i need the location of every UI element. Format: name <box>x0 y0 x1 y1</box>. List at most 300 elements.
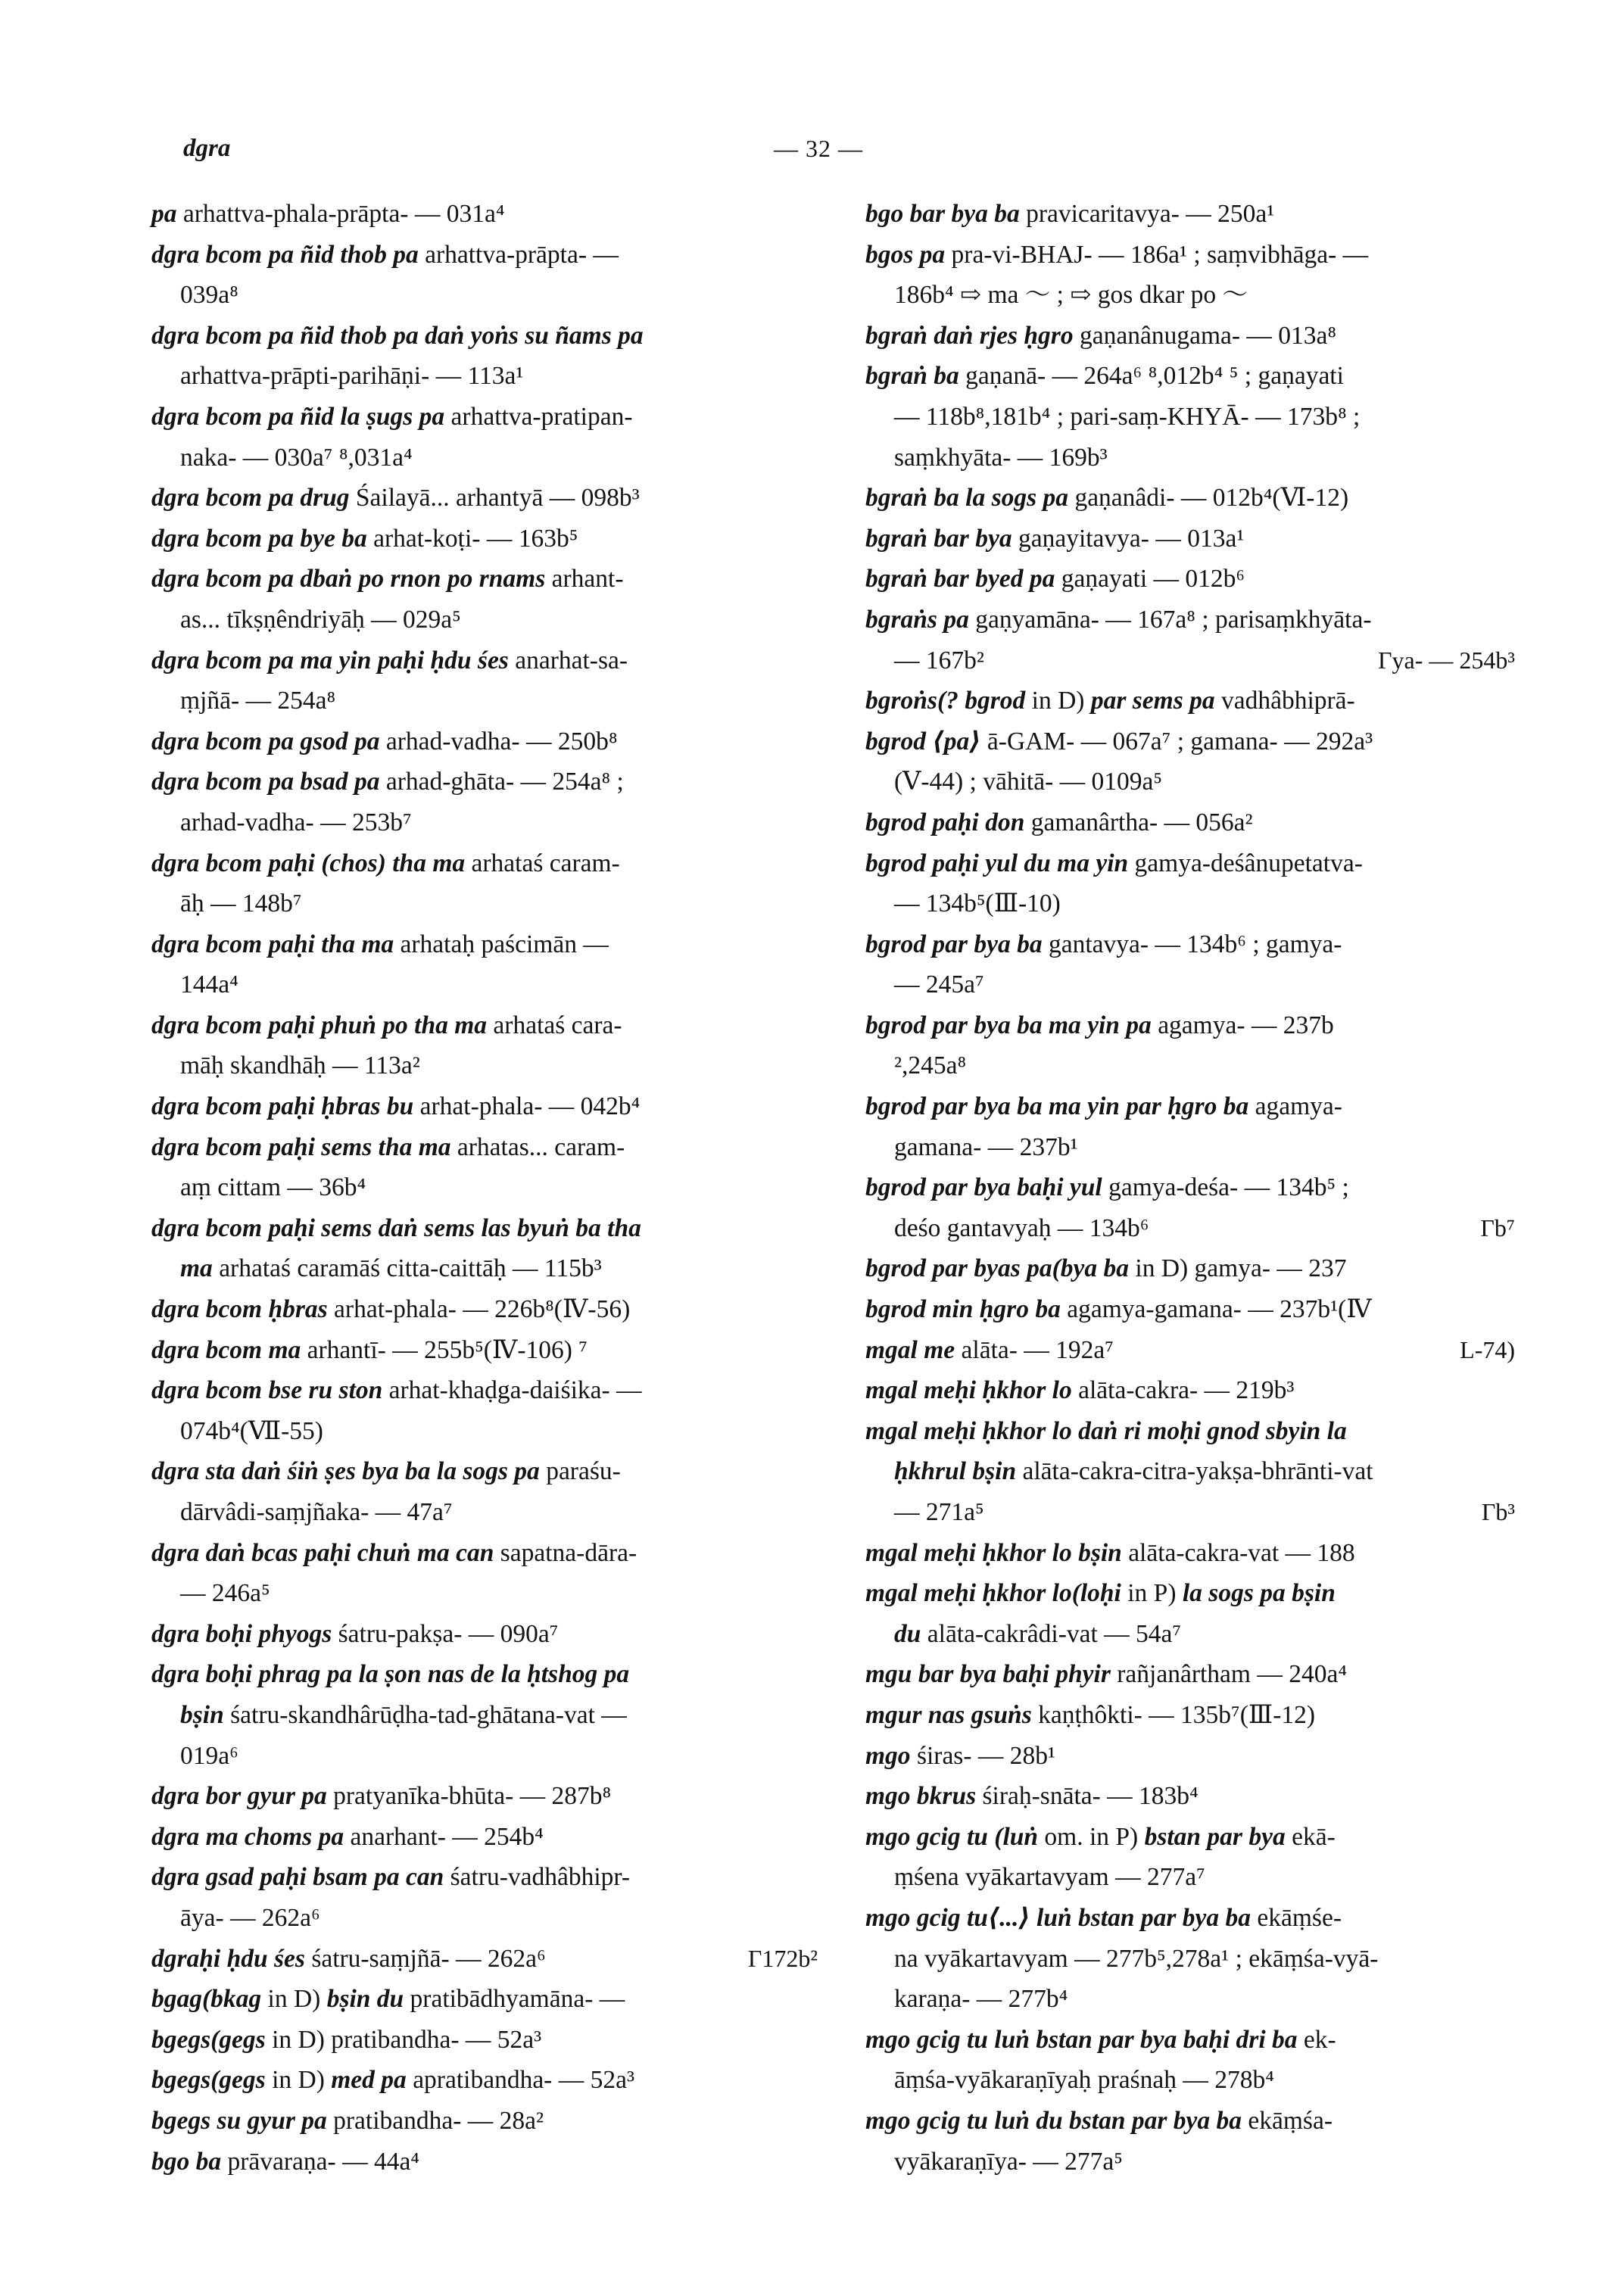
sanskrit-gloss: arhat-khaḍga-daiśika- — <box>382 1376 642 1405</box>
tibetan-headword: bgraṅs pa <box>865 605 969 634</box>
tibetan-headword: mgal me <box>865 1335 955 1364</box>
tibetan-headword: mgal meḥi ḥkhor lo bṣin <box>865 1538 1122 1567</box>
entry-line <box>151 1939 818 1980</box>
entry-line <box>865 721 1515 762</box>
sanskrit-gloss: prāvaraṇa- — 44a⁴ <box>221 2147 419 2176</box>
sanskrit-gloss: arhad-vadha- — 253b⁷ <box>180 808 412 837</box>
sanskrit-gloss: in D) <box>1025 687 1091 715</box>
entry-line <box>865 964 1515 1005</box>
dictionary-entry <box>865 1573 1515 1654</box>
entry-line <box>151 721 818 762</box>
entry-line <box>865 1939 1515 1980</box>
tibetan-headword: mgo gcig tu⟨...⟩ luṅ bstan par bya ba <box>865 1903 1251 1932</box>
dictionary-entry <box>151 1857 818 1938</box>
tibetan-headword: bgag(bkag <box>151 1985 262 2014</box>
dictionary-entry <box>865 2101 1515 2182</box>
sanskrit-gloss: sapatna-dāra- <box>494 1538 637 1567</box>
sanskrit-gloss: in D) pratibandha- — 52a³ <box>265 2025 542 2054</box>
tibetan-headword: bgraṅ bar bya <box>865 524 1012 553</box>
dictionary-entry <box>151 478 818 519</box>
tibetan-headword: mgo bkrus <box>865 1782 977 1811</box>
sanskrit-gloss: śiras- — 28b¹ <box>910 1741 1056 1770</box>
entry-line <box>865 1451 1515 1492</box>
entry-line <box>865 2142 1515 2182</box>
dictionary-entry <box>151 1370 818 1451</box>
sanskrit-gloss: arhat-phala- — 042b⁴ <box>413 1092 641 1121</box>
dictionary-entry <box>865 721 1515 802</box>
sanskrit-gloss: śatru-pakṣa- — 090a⁷ <box>332 1619 559 1648</box>
tibetan-headword: dgra bcom pa bye ba <box>151 524 367 553</box>
tibetan-headword: mgal meḥi ḥkhor lo(loḥi <box>865 1579 1121 1608</box>
sanskrit-gloss: om. in P) <box>1038 1822 1145 1851</box>
dictionary-entry <box>151 1614 818 1655</box>
dictionary-entry <box>151 1289 818 1330</box>
entry-line <box>865 275 1515 316</box>
sanskrit-gloss: alāta- — 192a⁷ <box>955 1335 1114 1364</box>
entry-line <box>865 194 1515 235</box>
entry-line <box>865 1979 1515 2020</box>
dictionary-entry <box>865 600 1515 681</box>
sanskrit-gloss: gaṇyamāna- — 167a⁸ ; parisaṃkhyāta- <box>968 605 1372 634</box>
entry-line <box>151 2101 818 2142</box>
sanskrit-gloss: āṃśa-vyākaraṇīyaḥ praśnaḥ — 278b⁴ <box>894 2066 1274 2095</box>
sanskrit-gloss: alāta-cakra-citra-yakṣa-bhrānti-vat <box>1016 1457 1373 1486</box>
entry-line <box>151 1248 818 1289</box>
sanskrit-gloss: gamya-deśa- — 134b⁵ ; <box>1102 1173 1349 1202</box>
tibetan-headword: pa <box>151 200 177 228</box>
entry-line <box>151 1086 818 1127</box>
entry-line <box>865 924 1515 965</box>
dictionary-entry <box>865 1695 1515 1736</box>
marginal-note: Γya- — 254b³ <box>1378 646 1515 674</box>
dictionary-entry <box>865 1654 1515 1695</box>
entry-line <box>151 1451 818 1492</box>
sanskrit-gloss: agamya-gamana- — 237b¹(Ⅳ <box>1060 1295 1372 1324</box>
tibetan-headword: med pa <box>331 2066 407 2095</box>
sanskrit-gloss: alāta-cakrâdi-vat — 54a⁷ <box>921 1619 1182 1648</box>
entry-line <box>865 1370 1515 1411</box>
dictionary-entry <box>151 2060 818 2101</box>
entry-line <box>151 275 818 316</box>
entry-line <box>151 1045 818 1086</box>
marginal-note: Γb³ <box>1481 1498 1515 1525</box>
tibetan-headword: du <box>894 1619 921 1648</box>
entry-line <box>151 924 818 965</box>
sanskrit-gloss: ekā- <box>1285 1822 1336 1851</box>
entry-line <box>865 1005 1515 1046</box>
entry-line <box>865 1898 1515 1939</box>
entry-line <box>151 2060 818 2101</box>
dictionary-entry <box>865 1533 1515 1574</box>
sanskrit-gloss: arhat-phala- — 226b⁸(Ⅳ-56) <box>327 1295 631 1324</box>
tibetan-headword: dgra bcom pa dbaṅ po rnon po rnams <box>151 565 546 594</box>
tibetan-headword: ma <box>180 1254 213 1283</box>
entry-line <box>865 1492 1515 1533</box>
entry-line <box>865 681 1515 721</box>
entry-line <box>865 1411 1515 1452</box>
marginal-note: Γ172b² <box>747 1944 818 1972</box>
tibetan-headword: bgrod par bya baḥi yul <box>865 1173 1102 1202</box>
sanskrit-gloss: naka- — 030a⁷ ⁸,031a⁴ <box>180 443 413 472</box>
sanskrit-gloss: arhant- <box>545 565 624 594</box>
sanskrit-gloss: arhat-koṭi- — 163b⁵ <box>366 524 578 553</box>
entry-line <box>865 1776 1515 1817</box>
tibetan-headword: bgroṅs(? bgrod <box>865 687 1026 715</box>
entry-line <box>151 1492 818 1533</box>
entry-line <box>151 559 818 600</box>
sanskrit-gloss: aṃ cittam — 36b⁴ <box>180 1173 366 1202</box>
sanskrit-gloss: ek- <box>1297 2025 1336 2054</box>
sanskrit-gloss: pratyanīka-bhūta- — 287b⁸ <box>326 1782 612 1811</box>
tibetan-headword: dgra bcom ḥbras <box>151 1295 328 1324</box>
tibetan-headword: dgra bor gyur pa <box>151 1782 327 1811</box>
entry-line <box>865 1289 1515 1330</box>
tibetan-headword: dgra bcom paḥi sems daṅ sems las byuṅ ba tha <box>151 1213 641 1242</box>
sanskrit-gloss: arhataś cara- <box>487 1011 622 1039</box>
entry-line <box>151 843 818 884</box>
entry-line <box>151 1208 818 1249</box>
dictionary-entry <box>151 194 818 235</box>
entry-line <box>151 1411 818 1452</box>
entry-line <box>865 356 1515 397</box>
sanskrit-gloss: māḥ skandhāḥ — 113a² <box>180 1051 420 1080</box>
sanskrit-gloss: śatru-skandhârūḍha-tad-ghātana-vat — <box>223 1700 627 1729</box>
tibetan-headword: bgrod par bya ba ma yin pa <box>865 1011 1152 1039</box>
entry-line <box>151 1857 818 1898</box>
entry-line <box>151 2142 818 2182</box>
tibetan-headword: bgrod paḥi don <box>865 808 1025 837</box>
entry-line <box>865 600 1515 640</box>
sanskrit-gloss: in P) <box>1121 1579 1183 1608</box>
dictionary-entry <box>151 1776 818 1817</box>
sanskrit-gloss: dārvâdi-saṃjñaka- — 47a⁷ <box>180 1498 453 1526</box>
sanskrit-gloss: deśo gantavyaḥ — 134b⁶ <box>894 1213 1149 1242</box>
tibetan-headword: dgra boḥi phyogs <box>151 1619 332 1648</box>
entry-line <box>151 802 818 843</box>
tibetan-headword: bgraṅ ba la sogs pa <box>865 484 1069 512</box>
sanskrit-gloss: anarhat-sa- <box>508 646 628 675</box>
sanskrit-gloss: gamana- — 237b¹ <box>894 1132 1078 1161</box>
tibetan-headword: mgo gcig tu (luṅ <box>865 1822 1039 1851</box>
entry-line <box>151 519 818 559</box>
dictionary-entry <box>151 519 818 559</box>
sanskrit-gloss: as... tīkṣṇêndriyāḥ — 029a⁵ <box>180 605 461 634</box>
dictionary-entry <box>865 1005 1515 1086</box>
entry-line <box>865 1208 1515 1249</box>
dictionary-entry <box>151 1451 818 1532</box>
sanskrit-gloss: gaṇanâdi- — 012b⁴(Ⅵ-12) <box>1068 484 1349 512</box>
dictionary-entry <box>865 356 1515 478</box>
entry-line <box>865 1654 1515 1695</box>
sanskrit-gloss: āya- — 262a⁶ <box>180 1903 320 1932</box>
tibetan-headword: mgo <box>865 1741 911 1770</box>
tibetan-headword: dgra bcom pa drug <box>151 484 350 512</box>
sanskrit-gloss: arhantī- — 255b⁵(Ⅳ-106) ⁷ <box>301 1335 588 1364</box>
entry-line <box>151 883 818 924</box>
dictionary-entry <box>151 640 818 721</box>
dictionary-entry <box>151 1817 818 1858</box>
sanskrit-gloss: — 167b² <box>894 646 984 675</box>
sanskrit-gloss: pravicaritavya- — 250a¹ <box>1019 200 1275 228</box>
page-header <box>0 135 1624 180</box>
entry-line <box>865 1045 1515 1086</box>
sanskrit-gloss: — 134b⁵(Ⅲ-10) <box>894 889 1061 918</box>
dictionary-entry <box>865 316 1515 357</box>
tibetan-headword: dgra bcom paḥi sems tha ma <box>151 1132 451 1161</box>
tibetan-headword: la sogs pa bṣin <box>1182 1579 1336 1608</box>
sanskrit-gloss: vyākaraṇīya- — 277a⁵ <box>894 2147 1123 2176</box>
sanskrit-gloss: ṃśena vyākartavyam — 277a⁷ <box>894 1863 1205 1892</box>
entry-line <box>865 519 1515 559</box>
sanskrit-gloss: anarhant- — 254b⁴ <box>344 1822 544 1851</box>
entry-line <box>151 681 818 721</box>
entry-line <box>865 2020 1515 2061</box>
dictionary-entry <box>865 478 1515 519</box>
dictionary-entry <box>865 1776 1515 1817</box>
tibetan-headword: dgra gsad paḥi bsam pa can <box>151 1863 444 1892</box>
entry-line <box>865 1533 1515 1574</box>
dictionary-entry <box>151 397 818 478</box>
sanskrit-gloss: 074b⁴(Ⅶ-55) <box>180 1416 323 1445</box>
entry-line <box>151 1654 818 1695</box>
sanskrit-gloss: vadhâbhiprā- <box>1214 687 1355 715</box>
sanskrit-gloss: arhataś caramāś citta-caittāḥ — 115b³ <box>212 1254 602 1283</box>
entry-line <box>151 2020 818 2061</box>
dictionary-entry <box>151 762 818 843</box>
dictionary-entry <box>151 1979 818 2020</box>
entry-line <box>151 1817 818 1858</box>
sanskrit-gloss: gaṇayitavya- — 013a¹ <box>1011 524 1245 553</box>
tibetan-headword: bgrod par byas pa(bya ba <box>865 1254 1130 1283</box>
entry-line <box>151 1979 818 2020</box>
tibetan-headword: par sems pa <box>1090 687 1215 715</box>
entry-line <box>151 1614 818 1655</box>
dictionary-entry <box>865 1248 1515 1289</box>
tibetan-headword: dgra bcom pa gsod pa <box>151 727 380 756</box>
sanskrit-gloss: 019a⁶ <box>180 1741 238 1770</box>
sanskrit-gloss: gaṇanânugama- — 013a⁸ <box>1073 321 1337 350</box>
tibetan-headword: bgo bar bya ba <box>865 200 1020 228</box>
dictionary-entry <box>151 1330 818 1371</box>
entry-line <box>865 1167 1515 1208</box>
tibetan-headword: dgra bcom pa ñid la ṣugs pa <box>151 402 445 431</box>
sanskrit-gloss: gamya-deśânupetatva- <box>1128 849 1363 877</box>
sanskrit-gloss: gaṇayati — 012b⁶ <box>1055 565 1245 594</box>
entry-line <box>865 478 1515 519</box>
entry-line <box>865 1330 1515 1371</box>
sanskrit-gloss: śiraḥ-snāta- — 183b⁴ <box>976 1782 1199 1811</box>
tibetan-headword: bgraṅ daṅ rjes ḥgro <box>865 321 1074 350</box>
tibetan-headword: bgrod par bya ba ma yin par ḥgro ba <box>865 1092 1249 1121</box>
sanskrit-gloss: arhattva-prāpti-parihāṇi- — 113a¹ <box>180 362 524 391</box>
sanskrit-gloss: pratibandha- — 28a² <box>326 2106 544 2135</box>
sanskrit-gloss: apratibandha- — 52a³ <box>406 2066 635 2095</box>
tibetan-headword: dgra bcom paḥi (chos) tha ma <box>151 849 466 877</box>
dictionary-entry <box>151 843 818 924</box>
sanskrit-gloss: — 246a⁵ <box>180 1579 270 1608</box>
tibetan-headword: dgra bcom paḥi phuṅ po tha ma <box>151 1011 488 1039</box>
dictionary-entry <box>151 1533 818 1614</box>
entry-line <box>151 356 818 397</box>
sanskrit-gloss: āḥ — 148b⁷ <box>180 889 302 918</box>
entry-line <box>865 1857 1515 1898</box>
tibetan-headword: dgra bcom ma <box>151 1335 301 1364</box>
tibetan-headword: bgrod min ḥgro ba <box>865 1295 1061 1324</box>
dictionary-entry <box>865 1370 1515 1411</box>
dictionary-entry <box>151 2020 818 2061</box>
entry-line <box>151 1695 818 1736</box>
dictionary-entry <box>865 681 1515 721</box>
entry-line <box>865 2060 1515 2101</box>
dictionary-entry <box>151 721 818 762</box>
tibetan-headword: bṣin <box>180 1700 224 1729</box>
entry-line <box>151 1573 818 1614</box>
entry-line <box>865 438 1515 478</box>
sanskrit-gloss: gamanârtha- — 056a² <box>1024 808 1253 837</box>
sanskrit-gloss: arhad-vadha- — 250b⁸ <box>379 727 618 756</box>
tibetan-headword: mgo gcig tu luṅ du bstan par bya ba <box>865 2106 1242 2135</box>
entry-line <box>151 397 818 438</box>
sanskrit-gloss: 186b⁴ ⇨ ma ～ ; ⇨ gos dkar po ～ <box>894 281 1248 310</box>
sanskrit-gloss: in D) <box>261 1985 327 2014</box>
entry-line <box>151 1898 818 1939</box>
entry-line <box>865 2101 1515 2142</box>
dictionary-entry <box>151 1086 818 1127</box>
entry-line <box>865 1695 1515 1736</box>
sanskrit-gloss: arhattva-prāpta- — <box>418 240 619 269</box>
entry-line <box>865 843 1515 884</box>
dictionary-entry <box>151 2142 818 2182</box>
sanskrit-gloss: — 245a⁷ <box>894 970 984 999</box>
tibetan-headword: bgraṅ bar byed pa <box>865 565 1055 594</box>
marginal-note: L-74) <box>1460 1335 1515 1363</box>
dictionary-entry <box>865 1167 1515 1248</box>
dictionary-entry <box>865 559 1515 600</box>
tibetan-headword: bgegs su gyur pa <box>151 2106 327 2135</box>
dictionary-entry <box>151 924 818 1005</box>
entry-line <box>865 1817 1515 1858</box>
entry-line <box>865 559 1515 600</box>
dictionary-entry <box>865 1736 1515 1777</box>
tibetan-headword: bgos pa <box>865 240 946 269</box>
tibetan-headword: dgra bcom bse ru ston <box>151 1376 383 1405</box>
tibetan-headword: mgal meḥi ḥkhor lo daṅ ri moḥi gnod sbyin la <box>865 1416 1347 1445</box>
sanskrit-gloss: — 118b⁸,181b⁴ ; pari-saṃ-KHYĀ- — 173b⁸ ; <box>894 402 1361 431</box>
entry-line <box>151 1370 818 1411</box>
sanskrit-gloss: 039a⁸ <box>180 281 238 310</box>
sanskrit-gloss: (Ⅴ-44) ; vāhitā- — 0109a⁵ <box>894 768 1163 796</box>
dictionary-entry <box>865 1086 1515 1167</box>
dictionary-entry <box>865 802 1515 843</box>
tibetan-headword: dgra bcom paḥi ḥbras bu <box>151 1092 414 1121</box>
sanskrit-gloss: agamya- <box>1248 1092 1342 1121</box>
sanskrit-gloss: agamya- — 237b <box>1151 1011 1334 1039</box>
entry-line <box>151 235 818 276</box>
running-head: dgra <box>183 135 231 162</box>
tibetan-headword: mgal meḥi ḥkhor lo <box>865 1376 1072 1405</box>
tibetan-headword: dgra ma choms pa <box>151 1822 344 1851</box>
page-number: — 32 — <box>774 135 863 162</box>
sanskrit-gloss: karaṇa- — 277b⁴ <box>894 1985 1068 2014</box>
tibetan-headword: bgo ba <box>151 2147 222 2176</box>
entry-line <box>151 1736 818 1777</box>
entry-line <box>151 478 818 519</box>
sanskrit-gloss: gaṇanā- — 264a⁶ ⁸,012b⁴ ⁵ ; gaṇayati <box>959 362 1344 391</box>
dictionary-entry <box>151 235 818 316</box>
tibetan-headword: mgur nas gsuṅs <box>865 1700 1032 1729</box>
entry-line <box>865 235 1515 276</box>
sanskrit-gloss: saṃkhyāta- — 169b³ <box>894 443 1108 472</box>
sanskrit-gloss: arhattva-pratipan- <box>444 402 633 431</box>
entry-line <box>865 1248 1515 1289</box>
tibetan-headword: dgra bcom pa ñid thob pa daṅ yoṅs su ñams pa <box>151 321 644 350</box>
sanskrit-gloss: alāta-cakra- — 219b³ <box>1071 1376 1295 1405</box>
entry-line <box>151 1289 818 1330</box>
sanskrit-gloss: paraśu- <box>539 1457 621 1486</box>
sanskrit-gloss: ekāṃśa- <box>1242 2106 1333 2135</box>
sanskrit-gloss: śatru-vadhâbhipr- <box>444 1863 631 1892</box>
dictionary-entry <box>865 194 1515 235</box>
dictionary-entry <box>865 1817 1515 1898</box>
marginal-note: Γb⁷ <box>1480 1213 1515 1242</box>
sanskrit-gloss: ²,245a⁸ <box>894 1051 967 1080</box>
sanskrit-gloss: ā-GAM- — 067a⁷ ; gamana- — 292a³ <box>980 727 1373 756</box>
left-column <box>151 194 818 2182</box>
sanskrit-gloss: in D) gamya- — 237 <box>1129 1254 1347 1283</box>
dictionary-entry <box>151 1005 818 1086</box>
entry-line <box>151 1533 818 1574</box>
entry-line <box>151 1167 818 1208</box>
tibetan-headword: bgrod paḥi yul du ma yin <box>865 849 1129 877</box>
sanskrit-gloss: in D) <box>265 2066 332 2095</box>
sanskrit-gloss: śatru-saṃjñā- — 262a⁶ <box>304 1944 546 1973</box>
sanskrit-gloss: arhattva-phala-prāpta- — 031a⁴ <box>176 200 505 228</box>
tibetan-headword: bṣin du <box>326 1985 404 2014</box>
tibetan-headword: bgegs(gegs <box>151 2066 266 2095</box>
entry-line <box>151 1005 818 1046</box>
entry-line <box>865 397 1515 438</box>
sanskrit-gloss: gantavya- — 134b⁶ ; gamya- <box>1042 930 1342 958</box>
entry-line <box>865 316 1515 357</box>
entry-line <box>865 1086 1515 1127</box>
sanskrit-gloss: arhataś caram- <box>465 849 620 877</box>
tibetan-headword: dgra boḥi phrag pa la ṣon nas de la ḥtshog pa <box>151 1660 630 1689</box>
tibetan-headword: bstan par bya <box>1144 1822 1286 1851</box>
tibetan-headword: ḥkhrul bṣin <box>894 1457 1017 1486</box>
tibetan-headword: dgra daṅ bcas paḥi chuṅ ma can <box>151 1538 494 1567</box>
entry-line <box>151 1127 818 1168</box>
dictionary-entry <box>865 2020 1515 2101</box>
right-column <box>865 194 1515 2182</box>
tibetan-headword: bgegs(gegs <box>151 2025 266 2054</box>
dictionary-entry <box>151 1208 818 1289</box>
entry-line <box>865 1127 1515 1168</box>
dictionary-entry <box>151 2101 818 2142</box>
tibetan-headword: dgra bcom pa ma yin paḥi ḥdu śes <box>151 646 509 675</box>
dictionary-entry <box>151 1939 818 1980</box>
dictionary-entry <box>151 316 818 397</box>
tibetan-headword: dgra sta daṅ śiṅ ṣes bya ba la sogs pa <box>151 1457 540 1486</box>
sanskrit-gloss: Śailayā... arhantyā — 098b³ <box>349 484 640 512</box>
sanskrit-gloss: rañjanârtham — 240a⁴ <box>1110 1660 1348 1689</box>
entry-line <box>865 762 1515 802</box>
entry-line <box>151 316 818 357</box>
entry-line <box>151 1776 818 1817</box>
tibetan-headword: mgo gcig tu luṅ bstan par bya baḥi dri ba <box>865 2025 1298 2054</box>
sanskrit-gloss: arhad-ghāta- — 254a⁸ ; <box>379 768 624 796</box>
sanskrit-gloss: 144a⁴ <box>180 970 238 999</box>
entry-line <box>865 1736 1515 1777</box>
